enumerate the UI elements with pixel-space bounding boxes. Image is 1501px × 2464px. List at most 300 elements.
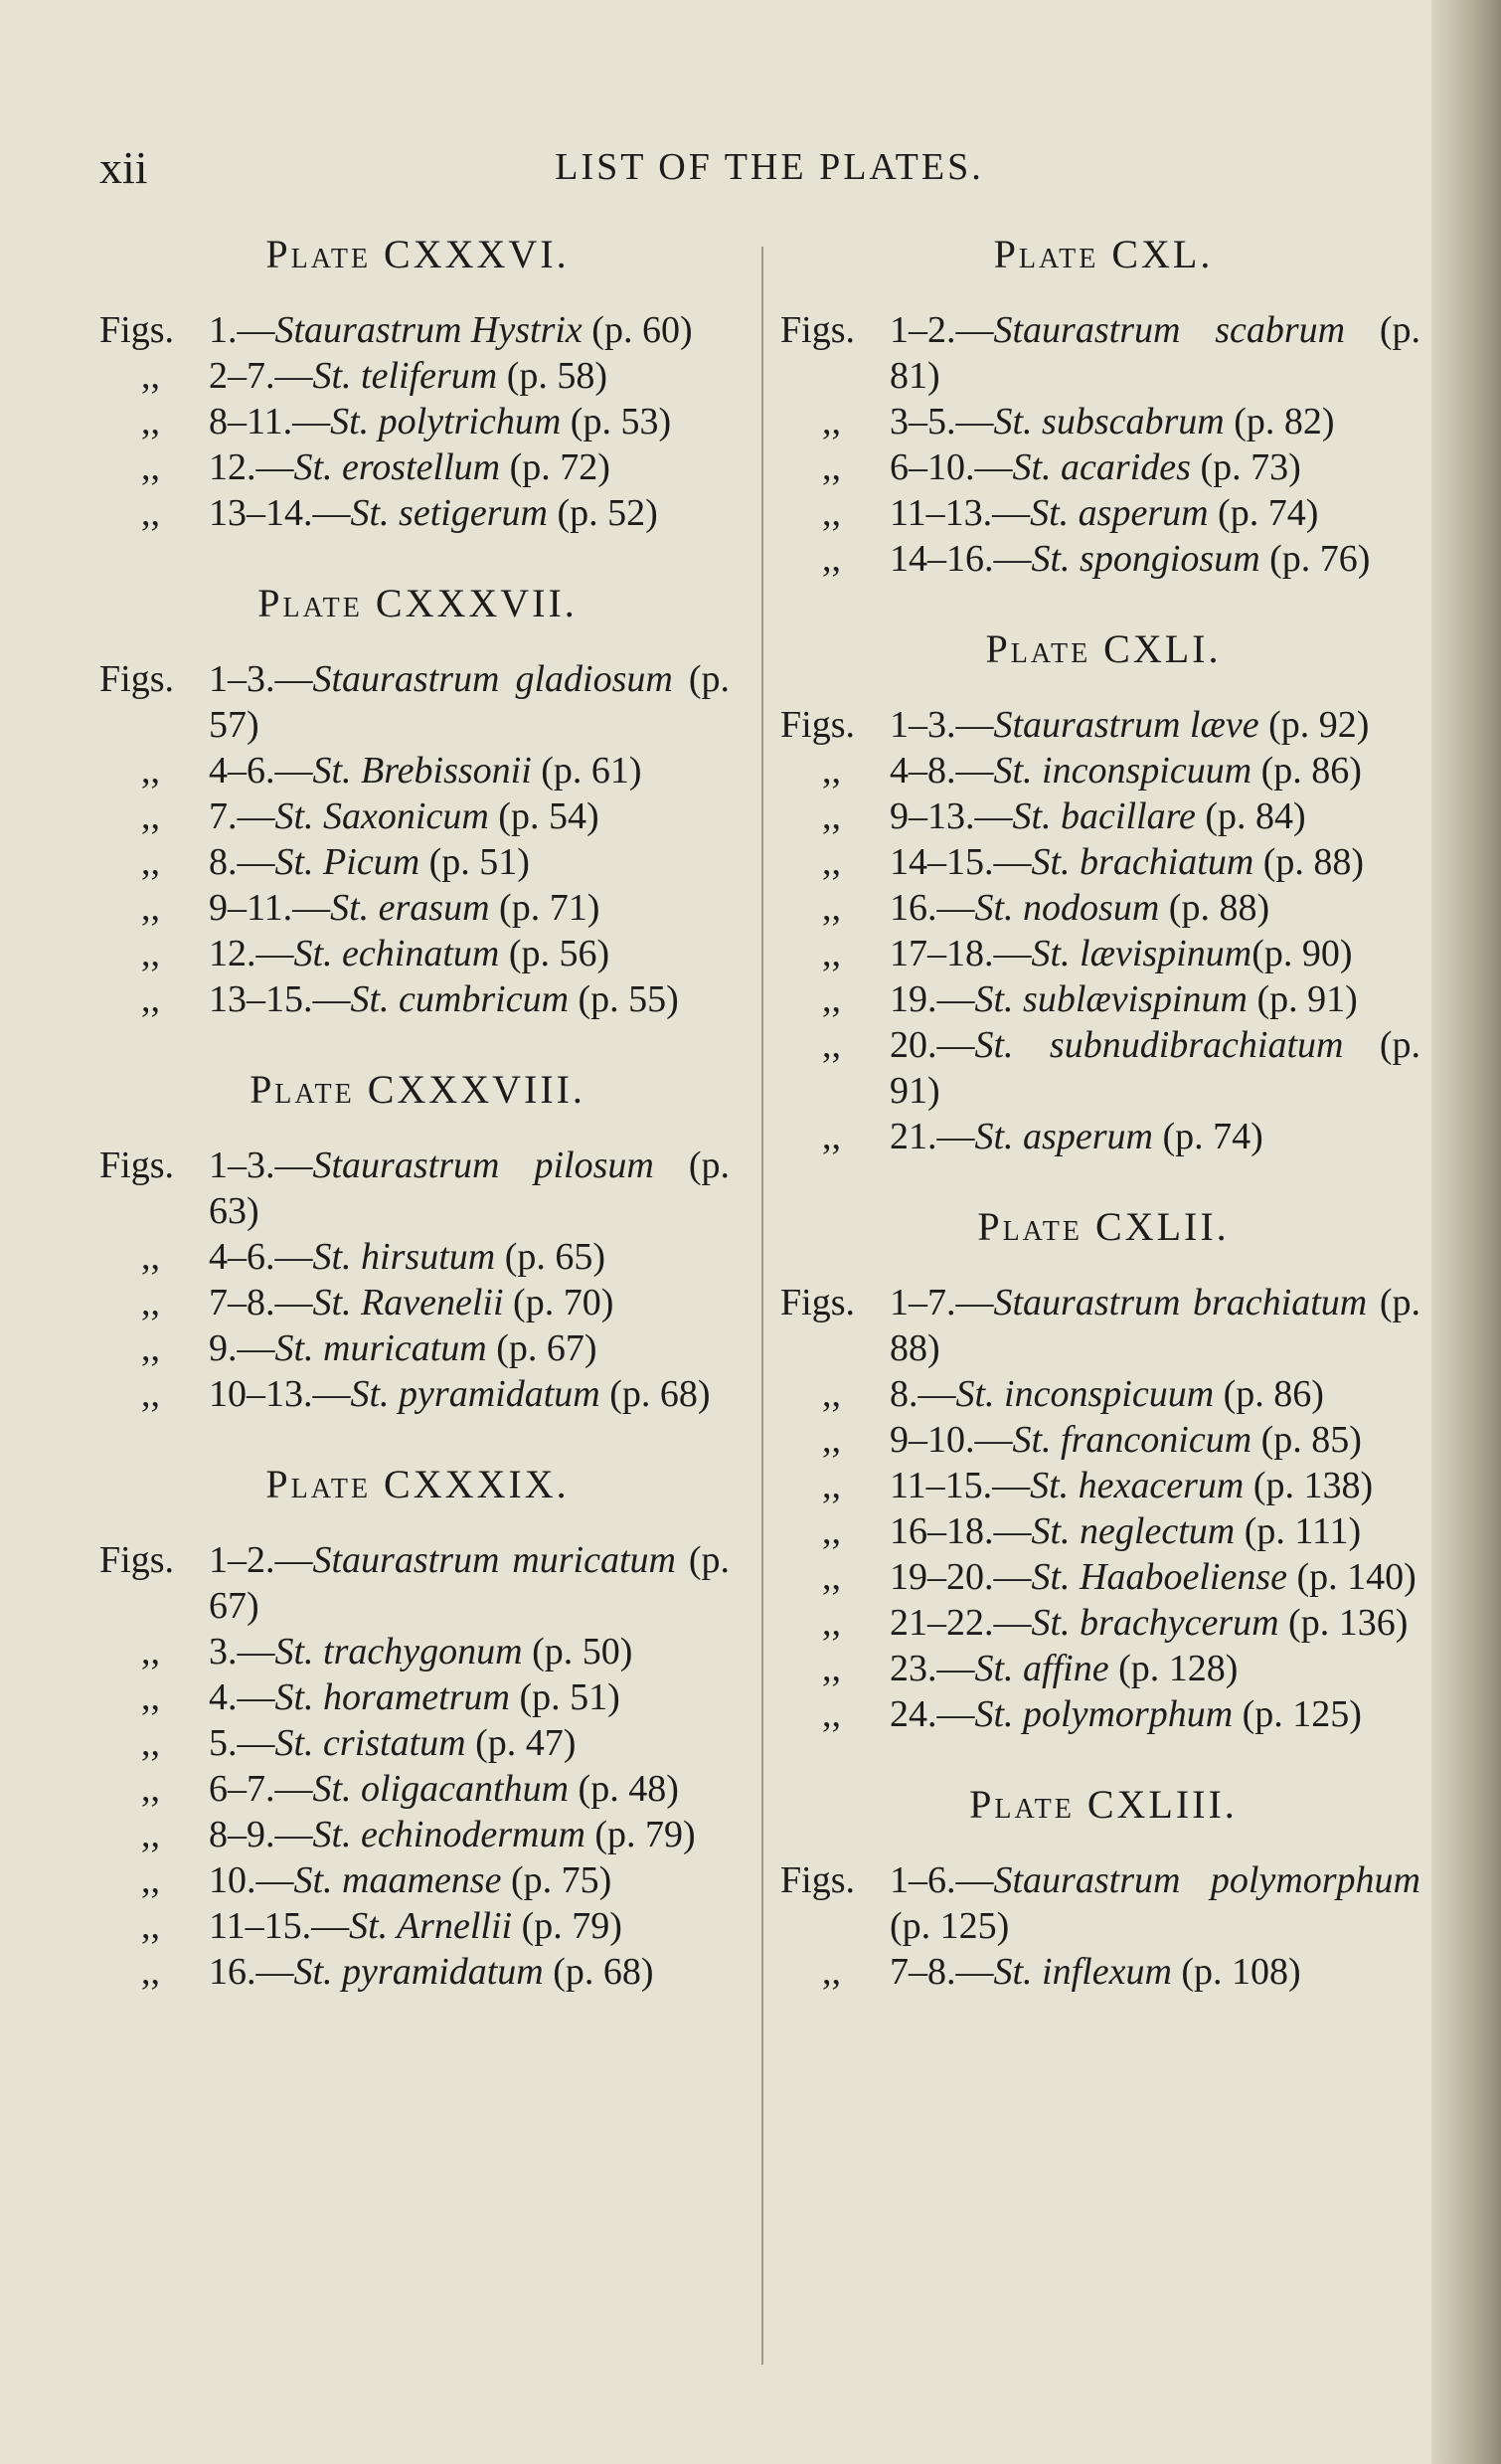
figure-numbers: 9–11.— [209, 887, 331, 929]
figure-numbers: 8.— [890, 1373, 956, 1415]
figure-numbers: 10–13.— [209, 1373, 351, 1415]
figure-entry [99, 1234, 736, 1280]
page-reference: (p. 88) [1253, 841, 1365, 883]
entry-text [99, 976, 736, 1022]
page-number: xii [99, 142, 148, 193]
figure-numbers: 11–13.— [890, 492, 1031, 534]
species-name: St. hexacerum [1030, 1465, 1245, 1506]
entry-text [780, 702, 1426, 748]
figure-entry [99, 1371, 736, 1417]
species-name: Staurastrum scabrum [993, 309, 1346, 351]
species-name: St. inconspicuum [993, 750, 1252, 792]
page-reference: (p. 72) [500, 446, 610, 488]
ditto-mark: ,, [141, 1722, 160, 1764]
figure-numbers: 1–6.— [890, 1859, 994, 1901]
figure-entry [780, 931, 1426, 976]
figs-label: Figs. [780, 704, 855, 746]
plate-title: Plate CXLII. [977, 1204, 1230, 1249]
ditto-mark: ,, [822, 1419, 841, 1461]
figs-label: Figs. [99, 309, 174, 351]
species-name: St. acarides [1012, 446, 1191, 488]
plate-title: Plate CXXXIX. [265, 1462, 570, 1506]
species-name: Staurastrum Hystrix [274, 309, 583, 351]
figs-label: Figs. [780, 1282, 855, 1323]
species-name: St. asperum [1030, 492, 1209, 534]
figure-entry [780, 1417, 1426, 1463]
entry-text [780, 399, 1426, 444]
page-edge-shadow [1431, 0, 1501, 2464]
species-name: St. lævispinum [1031, 933, 1252, 974]
ditto-mark: ,, [141, 446, 160, 488]
figure-entry [99, 976, 736, 1022]
figure-entry [780, 1646, 1426, 1691]
figure-numbers: 4–6.— [209, 750, 313, 792]
figure-entry [780, 976, 1426, 1022]
species-name: St. echinodermum [312, 1814, 585, 1855]
figure-entry [99, 1766, 736, 1812]
page-reference: (p. 61) [531, 750, 642, 792]
plate-section [780, 1781, 1426, 1995]
ditto-mark: ,, [822, 1602, 841, 1644]
ditto-mark: ,, [141, 355, 160, 397]
entry-text [99, 931, 736, 976]
species-name: St. Haaboeliense [1031, 1556, 1288, 1598]
figure-numbers: 9.— [209, 1327, 275, 1369]
ditto-mark: ,, [141, 1327, 160, 1369]
plate-title: Plate CXXXVI. [265, 232, 570, 276]
figure-numbers: 1.— [209, 309, 275, 351]
figure-numbers: 2–7.— [209, 355, 313, 397]
figure-entry [99, 1143, 736, 1234]
figure-numbers: 9–10.— [890, 1419, 1013, 1461]
entry-text [780, 1371, 1426, 1417]
figure-entry [99, 1325, 736, 1371]
page-reference: (p. 67) [486, 1327, 597, 1369]
ditto-mark: ,, [822, 1116, 841, 1157]
page-reference: (p. 76) [1259, 538, 1371, 580]
entry-text [780, 1508, 1426, 1554]
figure-numbers: 24.— [890, 1693, 975, 1735]
figs-label: Figs. [99, 1144, 174, 1186]
entry-text [780, 976, 1426, 1022]
right-column [780, 231, 1426, 2038]
figure-entry [780, 885, 1426, 931]
entry-text [780, 536, 1426, 582]
page-reference: (p. 86) [1214, 1373, 1324, 1415]
figure-entry [99, 748, 736, 793]
ditto-mark: ,, [141, 1859, 160, 1901]
figure-numbers: 8–9.— [209, 1814, 313, 1855]
page-reference: (p. 68) [599, 1373, 711, 1415]
entry-text [99, 1812, 736, 1857]
figure-numbers: 9–13.— [890, 795, 1013, 837]
figure-numbers: 10.— [209, 1859, 294, 1901]
species-name: Staurastrum gladiosum [312, 658, 673, 700]
species-name: St. affine [974, 1648, 1109, 1689]
ditto-mark: ,, [141, 1814, 160, 1855]
figure-entry [780, 1463, 1426, 1508]
entry-text [780, 1114, 1426, 1159]
figure-entry [99, 1720, 736, 1766]
species-name: St. inflexum [993, 1951, 1172, 1993]
entry-text [99, 1143, 736, 1234]
page-reference: (p. 75) [501, 1859, 612, 1901]
plate-section [99, 1066, 736, 1417]
figure-entry [99, 793, 736, 839]
species-name: St. polymorphum [974, 1693, 1234, 1735]
page-reference: (p. 125) [1233, 1693, 1362, 1735]
species-name: Staurastrum pilosum [312, 1144, 654, 1186]
ditto-mark: ,, [822, 492, 841, 534]
ditto-mark: ,, [822, 538, 841, 580]
figure-numbers: 8.— [209, 841, 275, 883]
figure-entry [780, 1857, 1426, 1949]
entry-text [99, 839, 736, 885]
plate-title: Plate CXXXVIII. [250, 1067, 585, 1112]
entry-text [780, 839, 1426, 885]
species-name: St. cristatum [274, 1722, 466, 1764]
entry-text [99, 1280, 736, 1325]
entry-text [780, 1554, 1426, 1600]
species-name: St. pyramidatum [350, 1373, 600, 1415]
figure-numbers: 12.— [209, 446, 294, 488]
entry-text [99, 490, 736, 536]
figure-numbers: 16.— [890, 887, 975, 929]
page-reference: (p. 125) [890, 1905, 1010, 1947]
entry-text [780, 1417, 1426, 1463]
entry-text [99, 307, 736, 353]
species-name: St. Picum [274, 841, 420, 883]
figure-entry [99, 656, 736, 748]
page-reference: (p. 84) [1195, 795, 1306, 837]
figure-numbers: 16.— [209, 1951, 294, 1993]
species-name: St. spongiosum [1031, 538, 1260, 580]
plate-title: Plate CXXXVII. [257, 581, 578, 625]
plate-title: Plate CXLI. [985, 626, 1222, 671]
species-name: St. trachygonum [274, 1631, 523, 1672]
figure-entry [780, 444, 1426, 490]
entry-text [99, 748, 736, 793]
species-name: St. erostellum [293, 446, 501, 488]
page-reference: (p. 82) [1224, 401, 1335, 442]
figure-entry [99, 399, 736, 444]
page-reference: (p. 50) [522, 1631, 633, 1672]
ditto-mark: ,, [141, 841, 160, 883]
figure-entry [780, 1114, 1426, 1159]
ditto-mark: ,, [822, 1693, 841, 1735]
page-reference: (p. 47) [465, 1722, 577, 1764]
figure-entry [780, 1022, 1426, 1114]
entry-text [780, 1691, 1426, 1737]
plate-section [99, 231, 736, 536]
species-name: St. brachiatum [1031, 841, 1254, 883]
ditto-mark: ,, [822, 401, 841, 442]
figure-entry [780, 1691, 1426, 1737]
species-name: Staurastrum muricatum [312, 1539, 676, 1581]
species-name: St. pyramidatum [293, 1951, 544, 1993]
figure-numbers: 5.— [209, 1722, 275, 1764]
species-name: St. echinatum [293, 933, 500, 974]
left-column [99, 231, 736, 2038]
species-name: St. maamense [293, 1859, 502, 1901]
page-reference: (p. 55) [569, 978, 679, 1020]
figure-entry [99, 1812, 736, 1857]
page-reference: (p. 136) [1278, 1602, 1409, 1644]
page-reference: (p. 92) [1258, 704, 1370, 746]
ditto-mark: ,, [141, 1768, 160, 1810]
page-reference: (p. 111) [1235, 1510, 1362, 1552]
ditto-mark: ,, [822, 841, 841, 883]
entry-text [99, 1857, 736, 1903]
page-header [0, 131, 1431, 191]
page-reference: (p. 128) [1108, 1648, 1239, 1689]
page-reference: (p. 52) [547, 492, 658, 534]
entry-text [780, 1646, 1426, 1691]
ditto-mark: ,, [141, 1373, 160, 1415]
species-name: St. neglectum [1031, 1510, 1236, 1552]
figure-numbers: 1–7.— [890, 1282, 994, 1323]
ditto-mark: ,, [141, 401, 160, 442]
figure-entry [780, 307, 1426, 399]
figure-numbers: 1–3.— [209, 1144, 313, 1186]
species-name: St. teliferum [312, 355, 498, 397]
page-reference: (p. 91) [890, 1024, 1420, 1112]
figure-numbers: 1–2.— [890, 309, 994, 351]
figure-entry [99, 353, 736, 399]
page-reference: (p. 85) [1251, 1419, 1362, 1461]
species-name: St. Brebissonii [312, 750, 532, 792]
figure-entry [99, 1674, 736, 1720]
figure-numbers: 4–8.— [890, 750, 994, 792]
figure-numbers: 19–20.— [890, 1556, 1032, 1598]
entry-text [780, 1949, 1426, 1995]
page-reference: (p. 108) [1171, 1951, 1301, 1993]
species-name: St. brachycerum [1031, 1602, 1279, 1644]
figure-numbers: 16–18.— [890, 1510, 1032, 1552]
figure-entry [780, 1600, 1426, 1646]
figure-numbers: 4–6.— [209, 1236, 313, 1278]
figure-numbers: 7–8.— [890, 1951, 994, 1993]
ditto-mark: ,, [822, 446, 841, 488]
page-reference: (p. 79) [584, 1814, 696, 1855]
figure-entry [99, 1537, 736, 1629]
species-name: St. setigerum [350, 492, 548, 534]
entry-text [99, 399, 736, 444]
figure-entry [780, 1508, 1426, 1554]
ditto-mark: ,, [141, 933, 160, 974]
page-reference: (p. 91) [1247, 978, 1358, 1020]
entry-text [99, 885, 736, 931]
species-name: St. Ravenelii [312, 1282, 504, 1323]
figure-numbers: 19.— [890, 978, 975, 1020]
figs-label: Figs. [780, 1859, 855, 1901]
figure-entry [780, 399, 1426, 444]
ditto-mark: ,, [141, 1631, 160, 1672]
figure-entry [780, 839, 1426, 885]
ditto-mark: ,, [822, 795, 841, 837]
figure-entry [780, 1371, 1426, 1417]
plate-section [780, 625, 1426, 1159]
entry-text [780, 1022, 1426, 1114]
species-name: St. Saxonicum [274, 795, 489, 837]
figure-entry [99, 1949, 736, 1995]
ditto-mark: ,, [141, 1905, 160, 1947]
page-reference: (p. 63) [209, 1144, 730, 1232]
page-reference: (p. 74) [1152, 1116, 1263, 1157]
figure-numbers: 1–3.— [209, 658, 313, 700]
entry-text [99, 1766, 736, 1812]
entry-text [99, 1674, 736, 1720]
figure-numbers: 14–15.— [890, 841, 1032, 883]
figure-entry [780, 1949, 1426, 1995]
ditto-mark: ,, [141, 1282, 160, 1323]
species-name: Staurastrum læve [993, 704, 1259, 746]
entry-text [99, 793, 736, 839]
ditto-mark: ,, [822, 750, 841, 792]
figure-numbers: 3–5.— [890, 401, 994, 442]
figure-numbers: 17–18.— [890, 933, 1032, 974]
figure-numbers: 23.— [890, 1648, 975, 1689]
page-reference: (p. 54) [488, 795, 599, 837]
figure-entry [780, 1280, 1426, 1371]
page-reference: (p. 73) [1190, 446, 1301, 488]
entry-text [780, 1280, 1426, 1371]
figure-entry [780, 536, 1426, 582]
page-reference: (p. 51) [419, 841, 530, 883]
species-name: St. cumbricum [350, 978, 570, 1020]
ditto-mark: ,, [141, 1236, 160, 1278]
page-reference: (p. 138) [1244, 1465, 1374, 1506]
figure-entry [99, 1629, 736, 1674]
ditto-mark: ,, [141, 750, 160, 792]
species-name: St. oligacanthum [312, 1768, 570, 1810]
ditto-mark: ,, [141, 795, 160, 837]
figure-entry [99, 307, 736, 353]
entry-text [99, 1537, 736, 1629]
ditto-mark: ,, [141, 1951, 160, 1993]
plate-title: Plate CXLIII. [969, 1782, 1238, 1827]
page-reference: (p. 81) [890, 309, 1420, 397]
figure-entry [780, 793, 1426, 839]
figs-label: Figs. [99, 658, 174, 700]
species-name: Staurastrum polymorphum [993, 1859, 1420, 1901]
page-reference: (p. 57) [209, 658, 730, 746]
species-name: St. polytrichum [330, 401, 562, 442]
figure-numbers: 20.— [890, 1024, 975, 1066]
page-reference: (p. 56) [499, 933, 610, 974]
figure-entry [99, 1903, 736, 1949]
entry-text [99, 1903, 736, 1949]
plate-section [780, 1203, 1426, 1737]
ditto-mark: ,, [141, 492, 160, 534]
entry-text [99, 1371, 736, 1417]
ditto-mark: ,, [141, 1676, 160, 1718]
page-reference: (p. 86) [1251, 750, 1362, 792]
figure-numbers: 8–11.— [209, 401, 331, 442]
page-reference: (p. 74) [1208, 492, 1319, 534]
ditto-mark: ,, [822, 1951, 841, 1993]
entry-text [99, 1949, 736, 1995]
plate-section [99, 580, 736, 1022]
figure-entry [99, 931, 736, 976]
entry-text [780, 490, 1426, 536]
figs-label: Figs. [780, 309, 855, 351]
figure-entry [780, 1554, 1426, 1600]
entry-text [99, 1720, 736, 1766]
figure-numbers: 3.— [209, 1631, 275, 1672]
entry-text [99, 656, 736, 748]
column-divider [761, 247, 763, 2365]
ditto-mark: ,, [822, 1373, 841, 1415]
plate-section [780, 231, 1426, 582]
page-reference: (p. 67) [209, 1539, 731, 1627]
entry-text [780, 885, 1426, 931]
species-name: St. horametrum [274, 1676, 510, 1718]
entry-text [99, 1325, 736, 1371]
page-reference: (p. 53) [561, 401, 672, 442]
page-reference: (p. 79) [512, 1905, 622, 1947]
figure-numbers: 1–3.— [890, 704, 994, 746]
species-name: St. Arnellii [349, 1905, 513, 1947]
page-reference: (p. 70) [503, 1282, 614, 1323]
figure-entry [99, 839, 736, 885]
page-reference: (p. 71) [489, 887, 600, 929]
figure-numbers: 7.— [209, 795, 275, 837]
species-name: St. franconicum [1012, 1419, 1252, 1461]
plate-title: Plate CXL. [993, 232, 1214, 276]
figure-entry [99, 490, 736, 536]
ditto-mark: ,, [822, 887, 841, 929]
ditto-mark: ,, [822, 1510, 841, 1552]
entry-text [780, 1600, 1426, 1646]
figure-entry [780, 748, 1426, 793]
page-reference: (p. 48) [569, 1768, 679, 1810]
figure-numbers: 21.— [890, 1116, 975, 1157]
entry-text [780, 793, 1426, 839]
figure-numbers: 6–7.— [209, 1768, 313, 1810]
figure-entry [780, 702, 1426, 748]
page-reference: (p. 60) [582, 309, 693, 351]
figure-numbers: 4.— [209, 1676, 275, 1718]
page-reference: (p. 51) [509, 1676, 620, 1718]
entry-text [99, 1629, 736, 1674]
species-name: St. inconspicuum [955, 1373, 1215, 1415]
figure-numbers: 7–8.— [209, 1282, 313, 1323]
ditto-mark: ,, [141, 978, 160, 1020]
species-name: St. nodosum [974, 887, 1160, 929]
page-reference: (p. 90) [1251, 933, 1353, 974]
entry-text [780, 1463, 1426, 1508]
ditto-mark: ,, [822, 1556, 841, 1598]
page-reference: (p. 140) [1287, 1556, 1417, 1598]
figure-entry [780, 490, 1426, 536]
figure-entry [99, 1280, 736, 1325]
figure-numbers: 1–2.— [209, 1539, 313, 1581]
figure-numbers: 6–10.— [890, 446, 1013, 488]
figure-numbers: 12.— [209, 933, 294, 974]
species-name: Staurastrum brachiatum [993, 1282, 1368, 1323]
entry-text [780, 931, 1426, 976]
figure-numbers: 14–16.— [890, 538, 1032, 580]
ditto-mark: ,, [822, 1024, 841, 1066]
figure-numbers: 13–14.— [209, 492, 351, 534]
species-name: St. erasum [330, 887, 490, 929]
entry-text [99, 1234, 736, 1280]
figure-entry [99, 1857, 736, 1903]
entry-text [99, 444, 736, 490]
species-name: St. asperum [974, 1116, 1153, 1157]
figure-numbers: 11–15.— [209, 1905, 350, 1947]
